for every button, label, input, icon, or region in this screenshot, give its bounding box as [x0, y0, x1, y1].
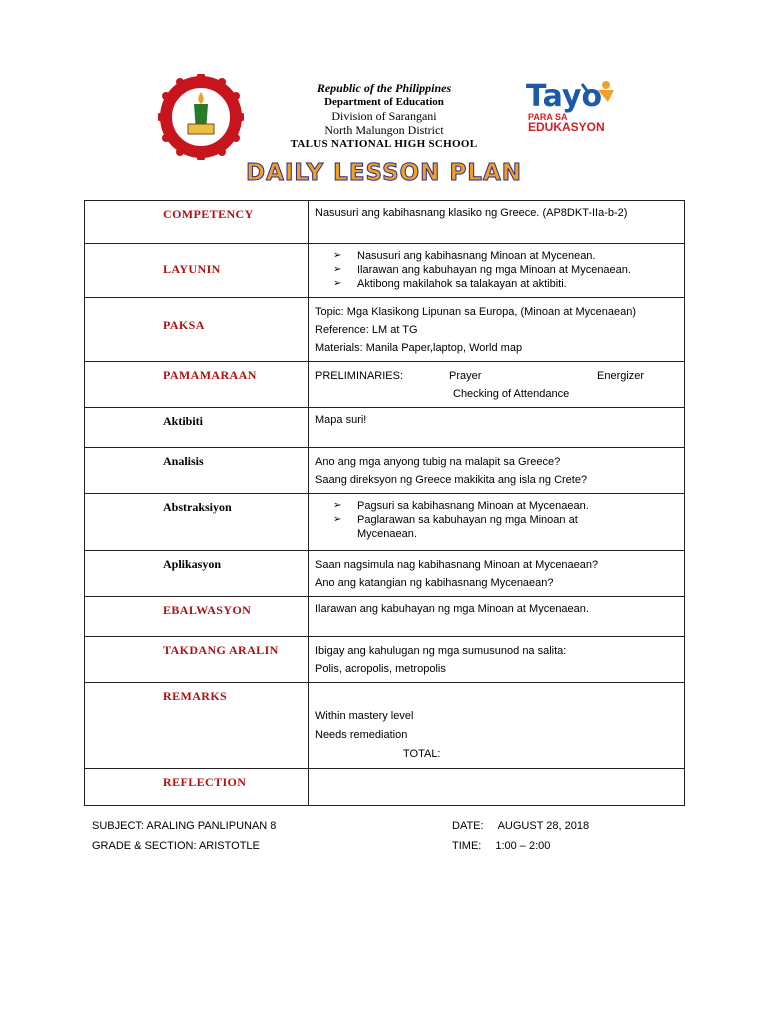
- page-title: DAILY LESSON PLAN: [245, 160, 523, 186]
- paksa-materials: Materials: Manila Paper,laptop, World map: [315, 342, 523, 354]
- document-header: [0, 79, 768, 151]
- footer-right: [452, 816, 589, 856]
- value-cell: [309, 551, 685, 597]
- energizer-text: Energizer: [597, 370, 645, 382]
- division-line: Division of Sarangani: [331, 109, 437, 123]
- table-row: [85, 683, 685, 769]
- table-row: [85, 769, 685, 806]
- edukasyon-text: EDUKASYON: [528, 120, 605, 134]
- attendance-text: Checking of Attendance: [453, 388, 570, 400]
- value-cell: [309, 201, 685, 244]
- district-line: North Malungon District: [324, 123, 444, 137]
- table-row: [85, 448, 685, 494]
- layunin-label: LAYUNIN: [163, 262, 221, 276]
- republic-line: Republic of the Philippines: [316, 81, 452, 95]
- aplikasyon-q1: Saan nagsimula nag kabihasnang Minoan at Mycenaean?: [315, 559, 599, 571]
- label-cell: [85, 597, 309, 637]
- time-label: TIME:: [452, 840, 482, 852]
- list-item: ➢ Paglarawan sa kabuhayan ng mga Minoan at Mycenaean.: [333, 513, 623, 541]
- date-label: DATE:: [452, 820, 484, 832]
- ebalwasyon-label: EBALWASYON: [163, 603, 252, 617]
- label-cell: [85, 362, 309, 408]
- date-value: AUGUST 28, 2018: [497, 820, 590, 832]
- subject-line: SUBJECT: ARALING PANLIPUNAN 8: [92, 820, 277, 832]
- table-row: [85, 362, 685, 408]
- table-row: [85, 244, 685, 298]
- aplikasyon-q2: Ano ang katangian ng kabihasnang Mycenaean?: [315, 577, 554, 589]
- table-row: [85, 298, 685, 362]
- value-cell: [309, 683, 685, 769]
- table-row: [85, 408, 685, 448]
- time-value: 1:00 – 2:00: [495, 840, 551, 852]
- label-cell: [85, 551, 309, 597]
- label-cell: [85, 494, 309, 551]
- ebalwasyon-text: Ilarawan ang kabuhayan ng mga Minoan at Mycenaean.: [315, 603, 589, 615]
- analisis-q1: Ano ang mga anyong tubig na malapit sa Greece?: [315, 456, 561, 468]
- value-cell: [309, 362, 685, 408]
- mastery-text: Within mastery level: [315, 710, 414, 722]
- value-cell: [309, 244, 685, 298]
- value-cell: [309, 408, 685, 448]
- label-cell: [85, 637, 309, 683]
- label-cell: [85, 201, 309, 244]
- grade-section-line: GRADE & SECTION: ARISTOTLE: [92, 840, 260, 852]
- list-item: ➢ Aktibong makilahok sa talakayan at aktibiti.: [333, 277, 678, 291]
- tayo-text: Tayo: [526, 79, 603, 114]
- paksa-label: PAKSA: [163, 318, 205, 332]
- table-row: [85, 597, 685, 637]
- remarks-label: REMARKS: [163, 689, 228, 703]
- takdang-line2: Polis, acropolis, metropolis: [315, 663, 446, 675]
- pamamaraan-label: PAMAMARAAN: [163, 368, 257, 382]
- paksa-reference: Reference: LM at TG: [315, 324, 418, 336]
- competency-label: COMPETENCY: [163, 207, 254, 221]
- aplikasyon-label: Aplikasyon: [163, 557, 222, 571]
- para-sa-text: PARA SA: [528, 112, 568, 122]
- list-item: ➢ Nasusuri ang kabihasnang Minoan at Mycenean.: [333, 249, 678, 263]
- value-cell: [309, 597, 685, 637]
- label-cell: [85, 769, 309, 806]
- preliminaries-label: PRELIMINARIES:: [315, 370, 404, 382]
- label-cell: [85, 408, 309, 448]
- reflection-label: REFLECTION: [163, 775, 247, 789]
- analisis-q2: Saang direksyon ng Greece makikita ang isla ng Crete?: [315, 474, 588, 486]
- list-item: ➢ Ilarawan ang kabuhayan ng mga Minoan at Mycenaean.: [333, 263, 678, 277]
- prayer-text: Prayer: [449, 370, 482, 382]
- aktibiti-text: Mapa suri!: [315, 414, 367, 426]
- paksa-topic: Topic: Mga Klasikong Lipunan sa Europa, (Minoan at Mycenaean): [315, 306, 637, 318]
- reflection-value-cell: [309, 769, 685, 806]
- table-row: [85, 637, 685, 683]
- list-item: ➢ Pagsuri sa kabihasnang Minoan at Mycenaean.: [333, 499, 623, 513]
- label-cell: [85, 683, 309, 769]
- analisis-label: Analisis: [163, 454, 204, 468]
- takdang-aralin-label: TAKDANG ARALIN: [163, 643, 279, 657]
- abstraksiyon-list: [315, 499, 623, 541]
- value-cell: [309, 494, 685, 551]
- department-line: Department of Education: [324, 96, 444, 108]
- value-cell: [309, 637, 685, 683]
- table-row: [85, 494, 685, 551]
- competency-text: Nasusuri ang kabihasnang klasiko ng Greece. (AP8DKT-IIa-b-2): [315, 207, 628, 219]
- label-cell: [85, 298, 309, 362]
- value-cell: [309, 448, 685, 494]
- table-row: [85, 201, 685, 244]
- label-cell: [85, 448, 309, 494]
- abstraksiyon-label: Abstraksiyon: [163, 500, 232, 514]
- remediation-text: Needs remediation: [315, 729, 408, 741]
- total-text: TOTAL:: [403, 748, 441, 760]
- takdang-line1: Ibigay ang kahulugan ng mga sumusunod na salita:: [315, 645, 567, 657]
- footer-left: [92, 816, 276, 856]
- layunin-list: [315, 249, 678, 291]
- aktibiti-label: Aktibiti: [163, 414, 204, 428]
- value-cell: [309, 298, 685, 362]
- school-line: TALUS NATIONAL HIGH SCHOOL: [290, 138, 478, 150]
- lesson-plan-table: [84, 200, 685, 806]
- label-cell: [85, 244, 309, 298]
- table-row: [85, 551, 685, 597]
